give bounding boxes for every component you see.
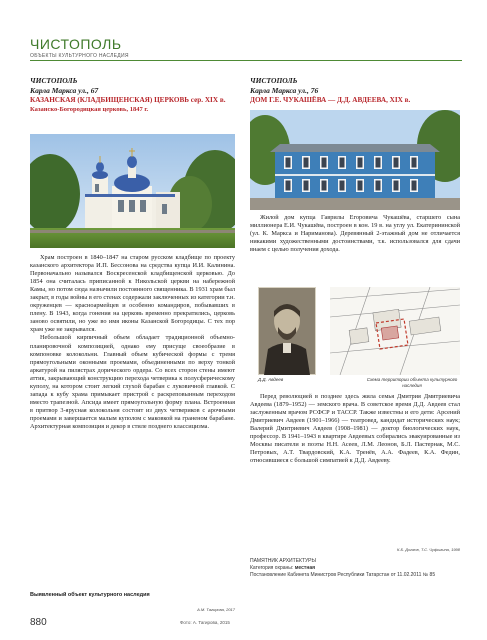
left-status: Выявленный объект культурного наследия [30, 592, 150, 598]
header-rule [30, 60, 462, 61]
site-plan [330, 287, 460, 375]
church-photo [30, 134, 235, 248]
category-line [250, 565, 460, 572]
right-title: ДОМ Г.Е. ЧУКАШЁВА — Д.Д. АВДЕЕВА, XIX в. [250, 96, 411, 104]
decree-text: Постановление Кабинета Министров Республики Татарстан от 11.02.2011 № 85 [250, 572, 436, 578]
left-address: Карла Маркса ул., 67 [30, 86, 99, 95]
monument-label: ПАМЯТНИК АРХИТЕКТУРЫ [250, 558, 316, 564]
section-subtitle: ОБЪЕКТЫ КУЛЬТУРНОГО НАСЛЕДИЯ [30, 53, 129, 59]
left-author-credit: А.М. Тагирова, 2017 [197, 607, 235, 612]
plan-caption: Схема территории объекта культурного наследия [366, 377, 458, 388]
left-paragraph: Небольшой кирпичный объем обладает традиционной объемно-планировочной композицией, однако ему присуще своеобразие в компоновке колокольни. Главный объем кубической формы с тремя прямоугольными оконными проемами, объединенными по верху тонкой аркатурой на пилястрах дорического ордера. Со всех сторон стены имеют аттик, закрывающий конструкцию перехода четверика к полусферическому куполу, на котором стоит легкий глухой барабан с луковичной главкой. С запада к кубу храма примыкает пристрой с раскреповынным переходом вместо трапезной. Апсида имеет прямоугольную форму плана. Встроенная в притвор 3-ярусная колокольня состоит из двух четвериков с арочными проемами и завершается малым куполом с маковкой на граненом барабане. Архитектурная композиция и декор в стиле позднего классицизма. [30, 334, 235, 430]
left-city: ЧИСТОПОЛЬ [30, 76, 78, 85]
left-title: КАЗАНСКАЯ (КЛАДБИЩЕНСКАЯ) ЦЕРКОВЬ сер. XIX в. [30, 96, 226, 104]
right-body-text-top [250, 214, 460, 254]
right-entry-heading [250, 76, 460, 105]
right-body-text-bottom [250, 393, 460, 465]
left-alt-name: Казанско-Богородицкая церковь, 1847 г. [30, 105, 149, 113]
portrait-caption: Д.Д. Авдеев [258, 377, 284, 382]
photo-credit: Фото: А. Тагирова, 2015 [180, 620, 230, 625]
right-address: Карла Маркса ул., 76 [250, 86, 319, 95]
left-body-text [30, 254, 235, 431]
monument-info [250, 558, 460, 579]
portrait-photo [258, 287, 316, 375]
page-number: 880 [30, 617, 47, 628]
right-paragraph: Жилой дом купца Гаврилы Егоровича Чукашёва, старшего сына миллионера Е.И. Чукашёва, построен в кон. 19 в. на углу ул. Екатерининской (ул. К. Маркса и Нариманова). Деревянный 2-этажный дом не отличается никакими художественными достоинствами, т.к. использовался для сдачи внаем с целью получения дохода. [250, 214, 460, 254]
right-city: ЧИСТОПОЛЬ [250, 76, 298, 85]
left-entry-heading [30, 76, 235, 113]
section-title: ЧИСТОПОЛЬ [30, 36, 122, 52]
left-paragraph: Храм построен в 1840–1847 на старом русском кладбище по проекту казанского архитектора И.П. Бессонова на средства купца И.И. Калинина. Первоначально назывался Воскресенской кладбищенской церковью. До 1854 она считалась приписанной к Никольской церкви на набережной Камы, но потом сюда назначили постоянного священника. В 1931 храм был закрыт, в годы войны в его стенах содержали заключенных из категории т.н. окруженцев — красноармейцев и особенно командиров, побывавших в плену. В 1943, когда гонения на церковь временно прекратились, церковь заново освятили, но уже во имя иконы Казанской Богородицы. С тех пор храм уже не закрывался. [30, 254, 235, 334]
house-photo [250, 110, 460, 210]
category-value: местная [294, 565, 316, 571]
right-author-credit: К.Б. Долгов, Т.С. Чуфыгина, 1998 [397, 547, 460, 552]
category-label: Категория охраны: [250, 565, 294, 571]
right-paragraph: Перед революцией в позднее здесь жила семья Дмитрия Дмитриевича Авдеева (1879–1952) — земского врача. В советское время Д.Д. Авдеев стал заслуженным врачом РСФСР и ТАССР. Также известны и его дети: Арсений Дмитриевич Авдеев (1901–1966) — театровед, кандидат исторических наук; Валерий Дмитриевич Авдеев (1908–1981) — доктор биологических наук, профессор. В 1941–1943 в квартире Авдеевых собирались эвакуированные из Москвы писатели и поэты Н.Н. Асеев, Л.М. Леонов, Б.Л. Пастернак, М.С. Петровых, А.Т. Твардовский, К.А. Тренёв, А.А. Фадеев, К.А. Федин, относившиеся с большой симпатией к Д.Д. Авдееву. [250, 393, 460, 465]
